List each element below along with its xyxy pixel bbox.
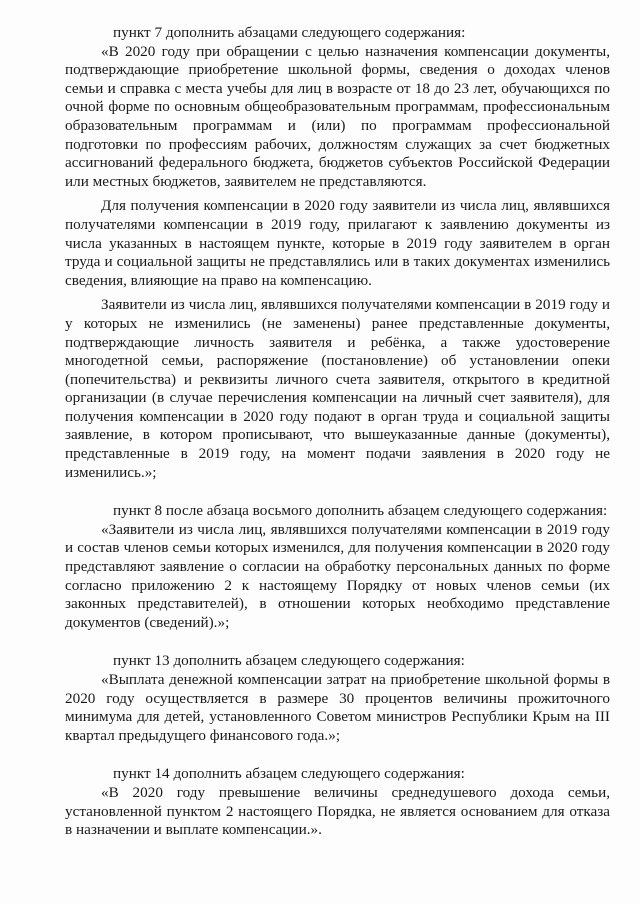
item7-intro: пункт 7 дополнить абзацами следующего содержания: [113,24,466,41]
item7-paragraph-1: «В 2020 году при обращении с целью назначения компенсации документы, подтверждающие приобретение школьной формы, сведения о доходах членов семьи и справка с места учебы для лиц в возрасте от 18 до 23 лет, обучающихся по очной форме по основным общеобразовательным программам, профессиональным образовательным программам и (или) по программам профессиональной подготовки по профессиям рабочих, должностям служащих за счет бюджетных ассигнований федерального бюджета, бюджетов субъектов Российской Федерации или местных бюджетов, заявителем не представляются. [65,42,610,190]
item13-intro: пункт 13 дополнить абзацем следующего содержания: [113,652,465,670]
item8-paragraph-1: «Заявители из числа лиц, являвшихся получателями компенсации в 2019 году и состав членов семьи которых изменился, для получения компенсации в 2020 году представляют заявление о согласии на обработку персональных данных по форме согласно приложению 2 к настоящему Порядку от новых членов семьи (их законных представителей), в отношении которых необходимо представление документов (сведений).»; [65,520,610,631]
item14-intro: пункт 14 дополнить абзацем следующего содержания: [113,765,465,783]
document-body [65,24,610,840]
item8-intro: пункт 8 после абзаца восьмого дополнить абзацем следующего содержания: [113,502,608,520]
item13-paragraph-1: «Выплата денежной компенсации затрат на приобретение школьной формы в 2020 году осуществляется в размере 30 процентов величины прожиточного минимума для детей, установленного Советом министров Республики Крым на III квартал предыдущего финансового года.»; [65,671,610,744]
item7-paragraph-2: Для получения компенсации в 2020 году заявители из числа лиц, являвшихся получателями компенсации в 2019 году, прилагают к заявлению документы из числа указанных в настоящем пункте, которые в 2019 году заявителем в орган труда и социальной защиты не представлялись или в таких документах изменились сведения, влияющие на право на компенсацию. [65,197,610,289]
item7-paragraph-3: Заявители из числа лиц, являвшихся получателями компенсации в 2019 году и у которых не изменились (не заменены) ранее представленные документы, подтверждающие личность заявителя и ребёнка, а также удостоверение многодетной семьи, распоряжение (постановление) об установлении опеки (попечительства) и реквизиты личного счета заявителя, открытого в кредитной организации (в случае перечисления компенсации на личный счет заявителя), для получения компенсации в 2020 году подают в орган труда и социальной защиты заявление, в котором прописывают, что вышеуказанные данные (документы), представленные в 2019 году, на момент подачи заявления в 2020 году не изменились.»; [65,296,610,481]
item14-paragraph-1: «В 2020 году превышение величины среднедушевого дохода семьи, установленной пунктом 2 настоящего Порядка, не является основанием для отказа в назначении и выплате компенсации.». [65,783,610,839]
